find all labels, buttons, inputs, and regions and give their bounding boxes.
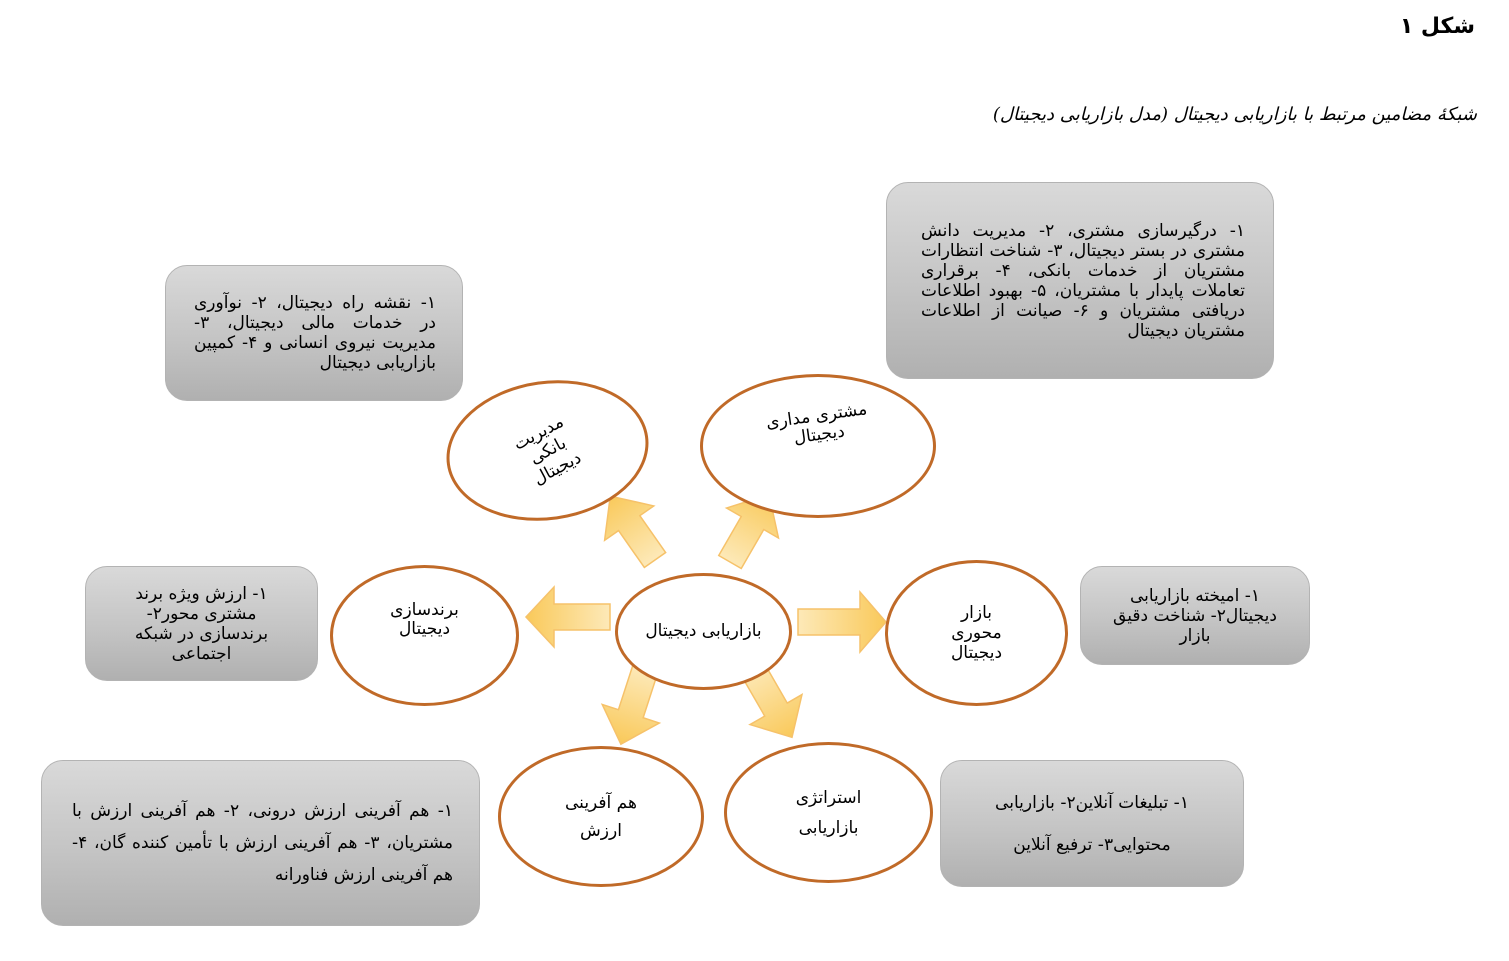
node-market-centric-label: بازار محوری دیجیتال (950, 603, 1003, 663)
box-customer-centric-text: ۱- درگیرسازی مشتری، ۲- مدیریت دانش مشتری در بستر دیجیتال، ۳- شناخت انتظارات مشتریان از خدمات بانکی، ۴- برقراری تعاملات پایدار با مشتریان، ۵- بهبود اطلاعات دریافتی مشتریان و ۶- صیانت از اطلاعات مشتریان دیجیتال (921, 220, 1245, 341)
figure-caption: شبکۀ مضامین مرتبط با بازاریابی دیجیتال (مدل بازاریابی دیجیتال) (992, 104, 1477, 125)
node-value-cocreation (498, 746, 704, 887)
node-value-cocreation-label: هم آفرینی ارزش (565, 792, 637, 841)
node-market-centric (885, 560, 1068, 706)
node-strategy (724, 742, 933, 883)
node-strategy-label: استراتژی بازاریابی (795, 787, 862, 838)
node-customer-centric (700, 374, 936, 518)
node-branding-label: برندسازی دیجیتال (390, 599, 459, 639)
box-branding (85, 566, 318, 681)
box-branding-text: ۱- ارزش ویژه برند مشتری محور۲- برندسازی در شبکه اجتماعی (134, 583, 269, 664)
arrow-to-market (798, 592, 886, 652)
box-bank-management-text: ۱- نقشه راه دیجیتال، ۲- نوآوری در خدمات مالی دیجیتال، ۳- مدیریت نیروی انسانی و ۴- کمپین بازاریابی دیجیتال (194, 293, 436, 373)
node-branding (330, 565, 519, 706)
box-market-centric-text: ۱- امیخته بازاریابی دیجیتال۲- شناخت دقیق بازار (1113, 585, 1277, 646)
box-bank-management (165, 265, 463, 401)
node-customer-centric-label: مشتری مداری دیجیتال (764, 399, 869, 449)
node-center (615, 573, 792, 690)
arrow-to-branding (526, 587, 610, 647)
box-market-centric (1080, 566, 1310, 665)
node-bank-management-label: مدیریت بانکی دیجیتال (509, 411, 585, 489)
box-customer-centric (886, 182, 1274, 379)
figure-title: شکل ۱ (1399, 14, 1475, 39)
box-strategy-text: ۱- تبلیغات آنلاین۲- بازاریابی محتوایی۳- ترفیع آنلاین (995, 792, 1189, 855)
box-value-cocreation (41, 760, 480, 926)
box-value-cocreation-text: ۱- هم آفرینی ارزش درونی، ۲- هم آفرینی ارزش با مشتریان، ۳- هم آفرینی ارزش با تأمین کننده گان، ۴- هم آفرینی ارزش فناورانه (72, 801, 454, 885)
node-center-label: بازاریابی دیجیتال (645, 621, 762, 641)
box-strategy (940, 760, 1244, 887)
